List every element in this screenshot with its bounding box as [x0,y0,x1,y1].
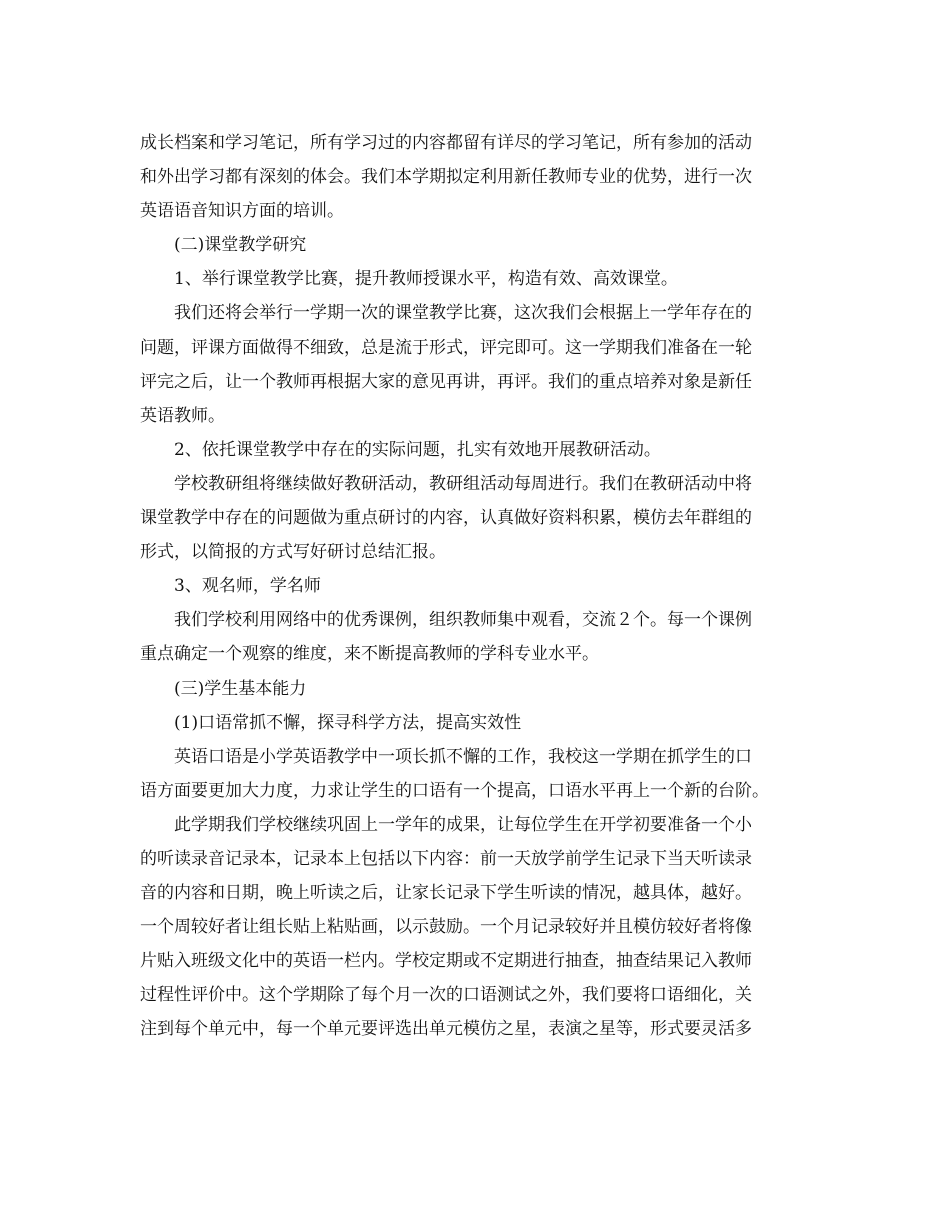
text-line: 1、举行课堂教学比赛，提升教师授课水平，构造有效、高效课堂。 [174,269,678,290]
text-line: 评完之后，让一个教师再根据大家的意见再讲，再评。我们的重点培养对象是新任 [140,371,752,392]
text-line: 语方面要更加大力度，力求让学生的口语有一个提高，口语水平再上一个新的台阶。 [140,780,769,801]
text-line: 注到每个单元中，每一个单元要评选出单元模仿之星，表演之星等，形式要灵活多 [140,1019,752,1040]
text-line: 问题，评课方面做得不细致，总是流于形式，评完即可。这一学期我们准备在一轮 [140,337,752,358]
text-line: 过程性评价中。这个学期除了每个月一次的口语测试之外，我们要将口语细化，关 [140,985,752,1006]
text-line: (三)学生基本能力 [174,678,307,699]
text-line: 我们还将会举行一学期一次的课堂教学比赛，这次我们会根据上一学年存在的 [174,303,752,324]
text-line: 英语口语是小学英语教学中一项长抓不懈的工作，我校这一学期在抓学生的口 [174,746,752,767]
document-body [140,126,812,1047]
text-line: (1)口语常抓不懈，探寻科学方法，提高实效性 [174,712,522,733]
text-line: 片贴入班级文化中的英语一栏内。学校定期或不定期进行抽查，抽查结果记入教师 [140,951,752,972]
text-line: 英语语音知识方面的培训。 [140,201,344,222]
text-line: 成长档案和学习笔记，所有学习过的内容都留有详尽的学习笔记，所有参加的活动 [140,133,752,153]
text-line: (二)课堂教学研究 [174,235,307,256]
text-line: 我们学校利用网络中的优秀课例，组织教师集中观看，交流２个。每一个课例 [174,610,752,631]
text-line: 课堂教学中存在的问题做为重点研讨的内容，认真做好资料积累，模仿去年群组的 [140,508,752,529]
text-line: 重点确定一个观察的维度，来不断提高教师的学科专业水平。 [140,644,599,665]
text-line: 音的内容和日期，晚上听读之后，让家长记录下学生听读的情况，越具体，越好。 [140,883,752,904]
text-line: 和外出学习都有深刻的体会。我们本学期拟定利用新任教师专业的优势，进行一次 [140,167,752,188]
text-line: 形式，以简报的方式写好研讨总结汇报。 [140,542,446,563]
text-line: 一个周较好者让组长贴上粘贴画，以示鼓励。一个月记录较好并且模仿较好者将像 [140,917,752,938]
text-line: 2、依托课堂教学中存在的实际问题，扎实有效地开展教研活动。 [174,439,661,460]
text-line: 3、观名师，学名师 [174,576,321,597]
text-line: 学校教研组将继续做好教研活动，教研组活动每周进行。我们在教研活动中将 [174,473,752,494]
text-line: 此学期我们学校继续巩固上一学年的成果，让每位学生在开学初要准备一个小 [174,814,752,835]
text-line: 英语教师。 [140,405,225,426]
text-line: 的听读录音记录本，记录本上包括以下内容：前一天放学前学生记录下当天听读录 [140,848,752,869]
